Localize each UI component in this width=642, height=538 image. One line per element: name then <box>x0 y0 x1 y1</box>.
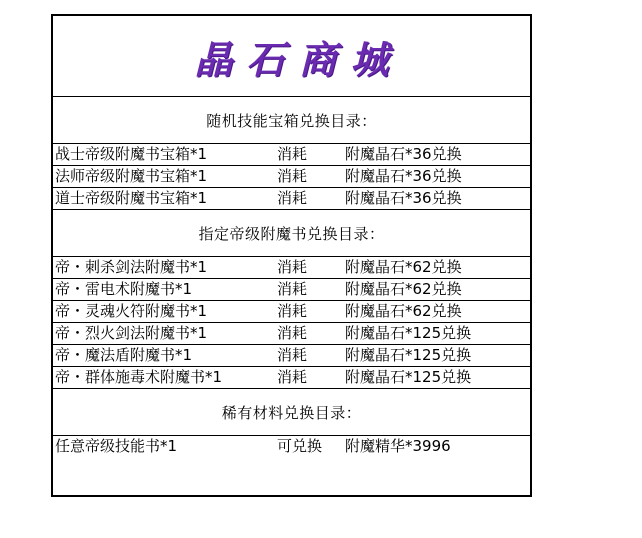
page-title: 晶石商城 <box>194 36 403 82</box>
item-cost: 附魔晶石*36兑换 <box>345 189 462 207</box>
item-cost: 附魔晶石*36兑换 <box>345 167 462 185</box>
item-name: 帝・群体施毒术附魔书*1 <box>55 368 223 386</box>
item-cost: 附魔晶石*62兑换 <box>345 302 462 320</box>
table-row <box>53 166 530 188</box>
section-header-emperor-books: 指定帝级附魔书兑换目录： <box>53 210 530 257</box>
item-name: 道士帝级附魔书宝箱*1 <box>55 189 208 207</box>
table-row <box>53 323 530 345</box>
item-name: 帝・魔法盾附魔书*1 <box>55 346 193 364</box>
section-header-rare-materials: 稀有材料兑换目录： <box>53 389 530 436</box>
table-row <box>53 436 530 457</box>
item-action: 消耗 <box>277 280 308 298</box>
item-name: 帝・刺杀剑法附魔书*1 <box>55 258 208 276</box>
item-name: 帝・灵魂火符附魔书*1 <box>55 302 208 320</box>
item-cost: 附魔精华*3996 <box>345 437 451 455</box>
item-action: 消耗 <box>277 189 308 207</box>
item-name: 帝・烈火剑法附魔书*1 <box>55 324 208 342</box>
table-row <box>53 345 530 367</box>
item-name: 帝・雷电术附魔书*1 <box>55 280 193 298</box>
title-banner <box>53 16 530 97</box>
item-name: 法师帝级附魔书宝箱*1 <box>55 167 208 185</box>
item-name: 任意帝级技能书*1 <box>55 437 178 455</box>
table-row <box>53 301 530 323</box>
table-row <box>53 367 530 389</box>
item-action: 消耗 <box>277 368 308 386</box>
item-action: 消耗 <box>277 346 308 364</box>
item-action: 消耗 <box>277 324 308 342</box>
section-header-random-chest: 随机技能宝箱兑换目录： <box>53 97 530 144</box>
item-cost: 附魔晶石*125兑换 <box>345 324 472 342</box>
item-cost: 附魔晶石*125兑换 <box>345 346 472 364</box>
shop-board <box>51 14 532 497</box>
item-action: 消耗 <box>277 258 308 276</box>
table-row <box>53 279 530 301</box>
item-action: 消耗 <box>277 145 308 163</box>
table-row <box>53 257 530 279</box>
item-cost: 附魔晶石*62兑换 <box>345 280 462 298</box>
table-row <box>53 144 530 166</box>
item-cost: 附魔晶石*125兑换 <box>345 368 472 386</box>
item-action: 可兑换 <box>277 437 323 455</box>
item-cost: 附魔晶石*36兑换 <box>345 145 462 163</box>
item-action: 消耗 <box>277 167 308 185</box>
item-name: 战士帝级附魔书宝箱*1 <box>55 145 208 163</box>
item-action: 消耗 <box>277 302 308 320</box>
item-cost: 附魔晶石*62兑换 <box>345 258 462 276</box>
table-row <box>53 188 530 210</box>
